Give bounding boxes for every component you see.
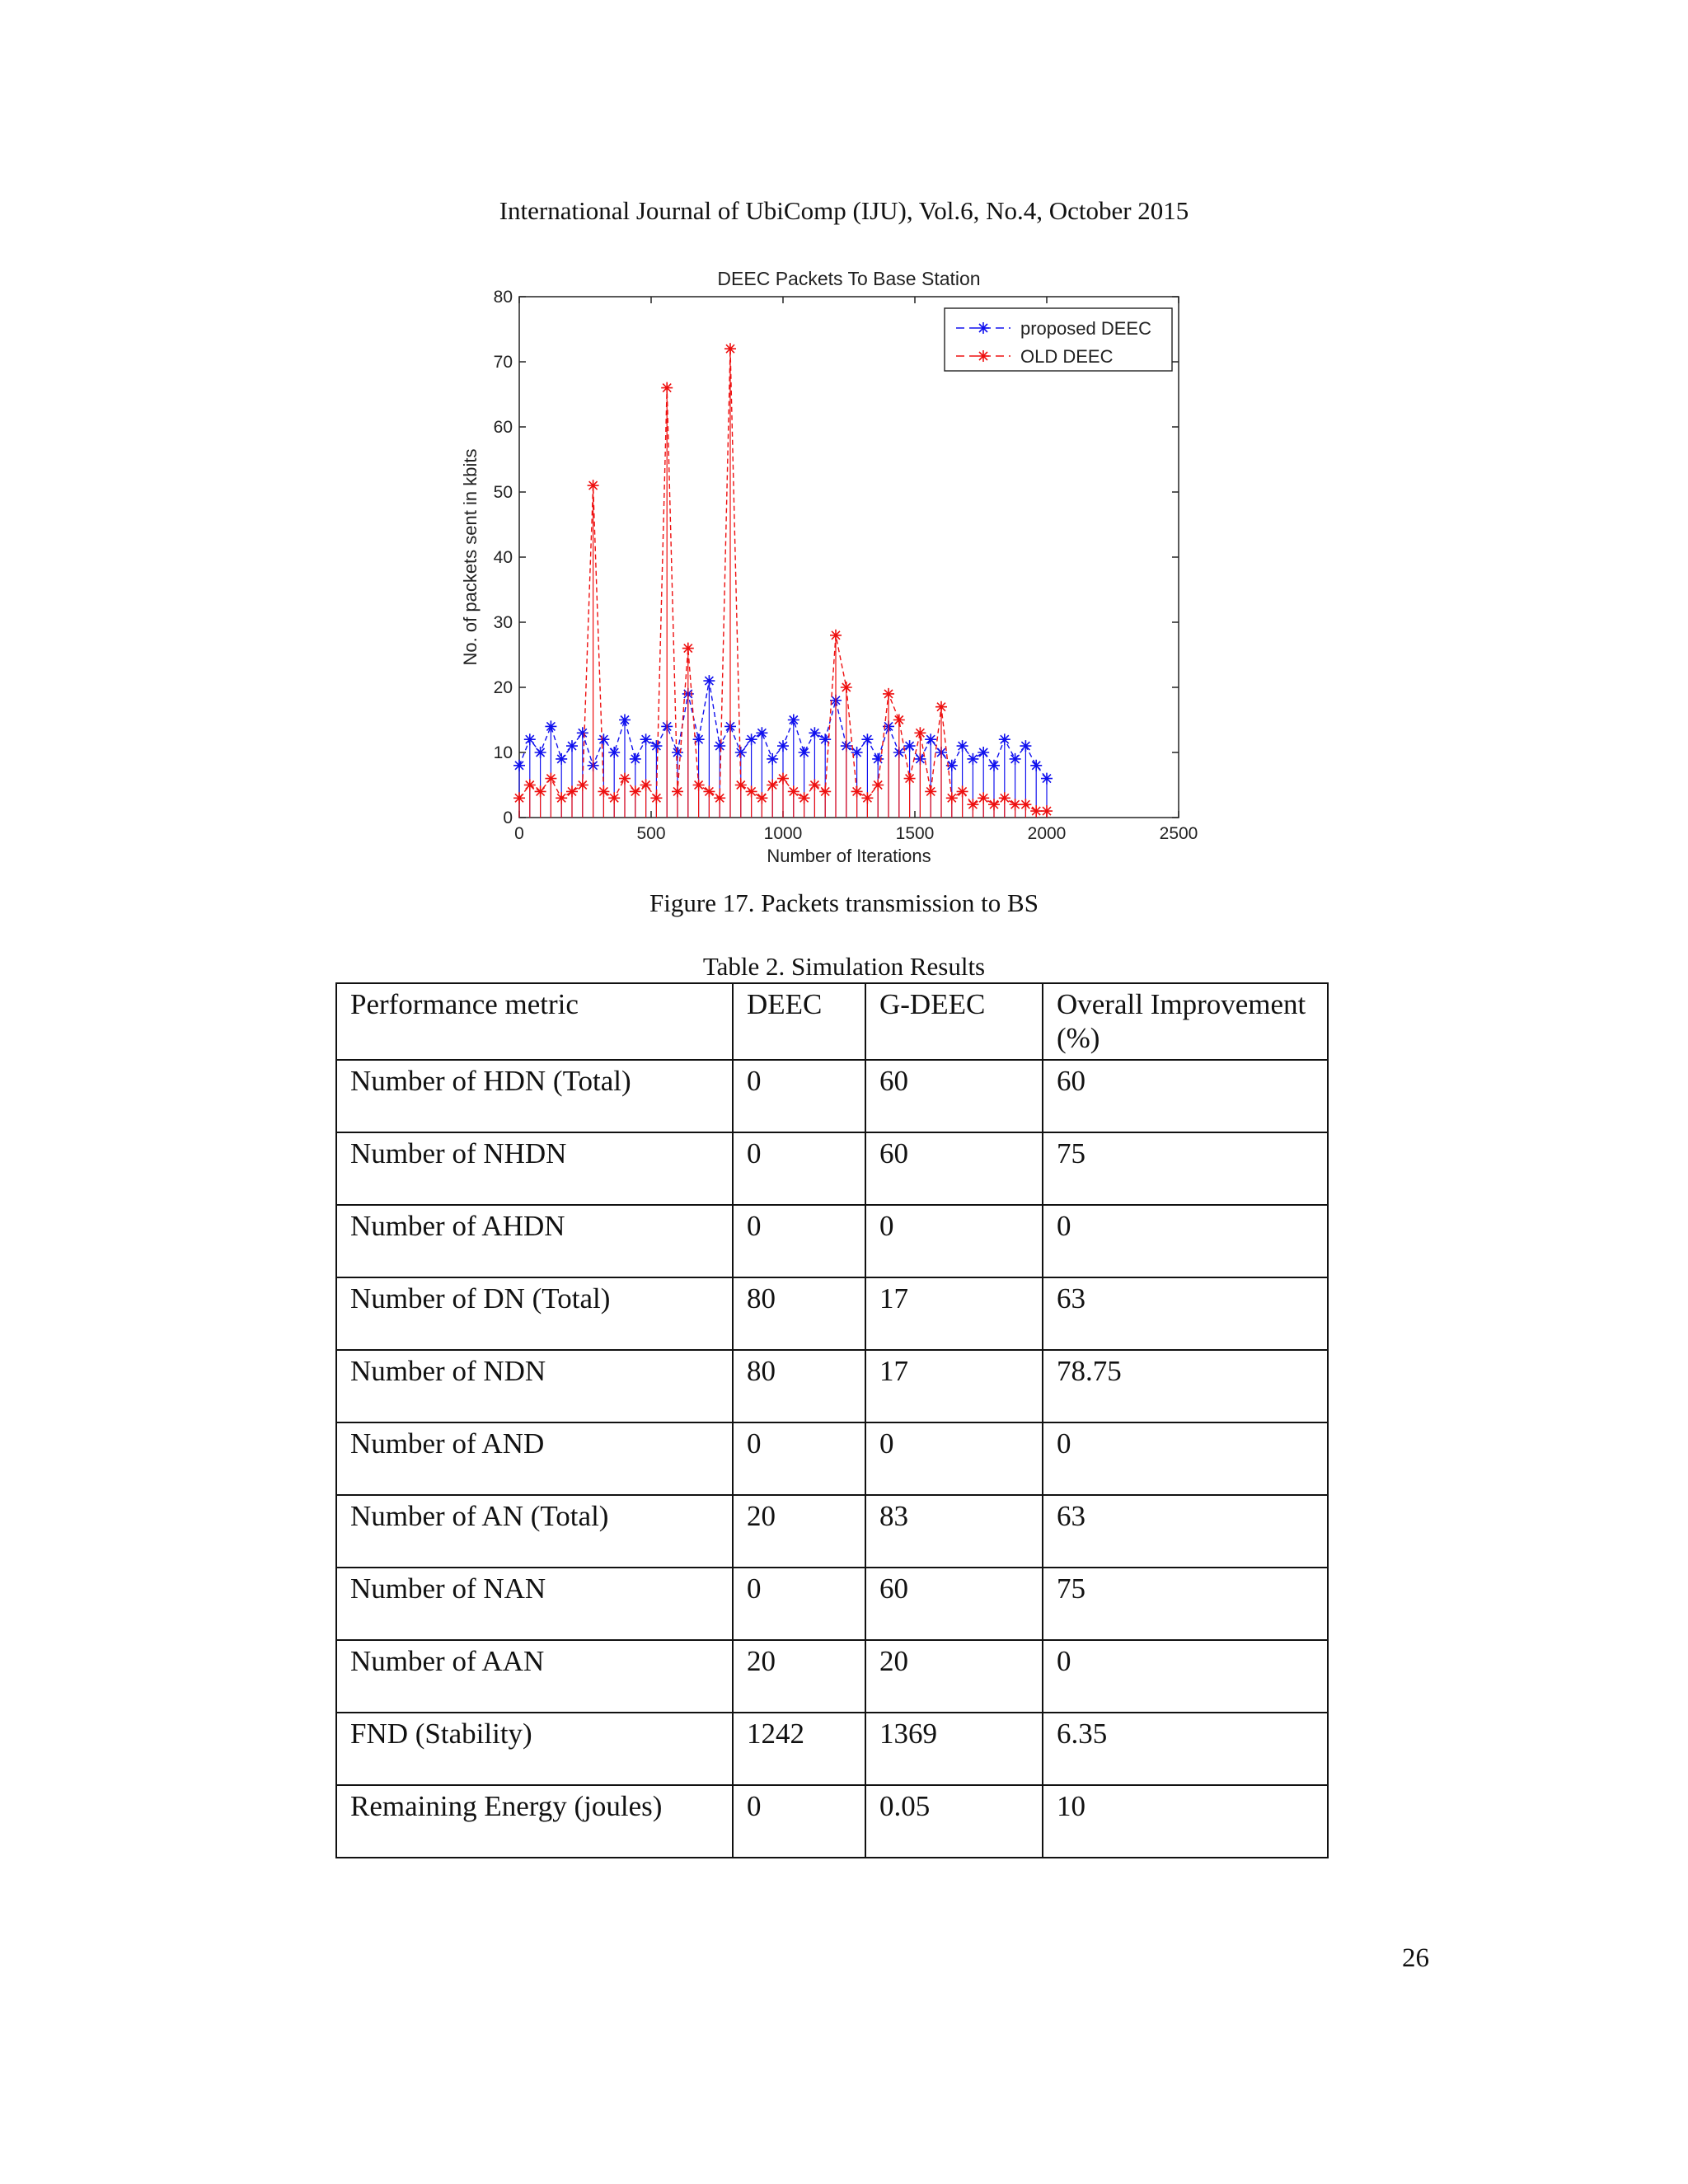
data-point	[777, 773, 789, 785]
data-point	[566, 785, 578, 797]
data-point	[524, 733, 536, 745]
chart-svg	[453, 257, 1212, 877]
data-point	[904, 773, 916, 785]
data-point	[925, 733, 936, 745]
table-cell: 10	[1043, 1785, 1328, 1858]
table-cell: 0	[865, 1422, 1043, 1495]
data-point	[703, 785, 715, 797]
data-point	[1010, 799, 1021, 810]
table-cell: 20	[865, 1640, 1043, 1713]
table-cell: 83	[865, 1495, 1043, 1568]
data-point	[746, 785, 757, 797]
table-cell: 60	[865, 1132, 1043, 1205]
table-cell: 0	[733, 1785, 865, 1858]
data-point	[999, 733, 1010, 745]
data-point	[999, 792, 1010, 804]
data-point	[588, 480, 599, 491]
table-cell: 80	[733, 1277, 865, 1350]
table-header-cell: Overall Improvement (%)	[1043, 983, 1328, 1060]
data-point	[630, 785, 641, 797]
data-point	[661, 382, 673, 394]
data-point	[925, 785, 936, 797]
y-tick-label: 50	[493, 483, 513, 502]
data-point	[851, 785, 863, 797]
table-cell: 0	[865, 1205, 1043, 1277]
table-cell: 20	[733, 1495, 865, 1568]
data-point	[598, 785, 609, 797]
table-cell: 6.35	[1043, 1713, 1328, 1785]
journal-header: International Journal of UbiComp (IJU), Vol.6, No.4, October 2015	[499, 196, 1189, 225]
table-row	[336, 1205, 1328, 1277]
data-point	[756, 792, 767, 804]
data-point	[841, 682, 852, 693]
data-point	[830, 630, 842, 641]
data-point	[640, 780, 652, 791]
legend	[945, 308, 1172, 371]
y-tick-label: 60	[493, 418, 513, 437]
data-point	[788, 715, 799, 726]
data-point	[946, 792, 958, 804]
x-tick-label: 500	[636, 824, 666, 843]
data-point	[957, 740, 968, 752]
data-point	[703, 675, 715, 687]
data-point	[672, 747, 683, 758]
data-point	[608, 792, 620, 804]
data-point	[682, 643, 694, 654]
results-table	[335, 982, 1329, 1858]
data-point	[957, 785, 968, 797]
y-tick-label: 30	[493, 613, 513, 632]
data-point	[630, 753, 641, 765]
table-cell: 80	[733, 1350, 865, 1422]
data-point	[1020, 740, 1031, 752]
data-point	[1030, 760, 1042, 771]
data-point	[577, 780, 588, 791]
data-point	[861, 792, 873, 804]
data-point	[619, 773, 631, 785]
data-point	[513, 760, 525, 771]
table-cell: 0	[733, 1132, 865, 1205]
table-cell: FND (Stability)	[336, 1713, 733, 1785]
data-point	[1020, 799, 1031, 810]
page-number: 26	[1402, 1943, 1429, 1973]
data-point	[724, 343, 736, 354]
data-point	[777, 740, 789, 752]
x-axis-label: Number of Iterations	[767, 846, 931, 866]
data-point	[988, 760, 1000, 771]
data-point	[988, 799, 1000, 810]
packets-chart	[453, 257, 1212, 877]
y-tick-label: 0	[503, 808, 513, 827]
table-cell: 1242	[733, 1713, 865, 1785]
data-point	[799, 792, 810, 804]
table-cell: Number of AND	[336, 1422, 733, 1495]
y-tick-label: 20	[493, 678, 513, 697]
table-row	[336, 1785, 1328, 1858]
y-axis-label: No. of packets sent in kbits	[460, 448, 481, 666]
table-cell: 17	[865, 1350, 1043, 1422]
table-cell: 75	[1043, 1132, 1328, 1205]
x-tick-label: 0	[514, 824, 524, 843]
data-point	[608, 747, 620, 758]
table-row	[336, 1640, 1328, 1713]
x-tick-label: 1000	[763, 824, 803, 843]
y-tick-label: 80	[493, 288, 513, 307]
y-tick-label: 10	[493, 743, 513, 762]
table-row	[336, 1277, 1328, 1350]
table-row	[336, 1132, 1328, 1205]
table-row	[336, 1568, 1328, 1640]
table-cell: Number of AAN	[336, 1640, 733, 1713]
data-point	[819, 785, 831, 797]
table-cell: 0	[1043, 1422, 1328, 1495]
table-cell: 63	[1043, 1495, 1328, 1568]
data-point	[556, 792, 567, 804]
y-tick-label: 70	[493, 353, 513, 372]
table-cell: 0	[1043, 1205, 1328, 1277]
table-cell: 78.75	[1043, 1350, 1328, 1422]
table-row	[336, 1350, 1328, 1422]
data-point	[1010, 753, 1021, 765]
data-point	[978, 792, 989, 804]
table-cell: 1369	[865, 1713, 1043, 1785]
table-header-cell: DEEC	[733, 983, 865, 1060]
table-cell: Remaining Energy (joules)	[336, 1785, 733, 1858]
data-point	[545, 773, 556, 785]
table-row	[336, 1060, 1328, 1132]
data-point	[1030, 805, 1042, 817]
table-cell: 63	[1043, 1277, 1328, 1350]
results-table-body	[336, 983, 1328, 1858]
data-point	[914, 727, 926, 738]
data-point	[735, 747, 747, 758]
table-cell: 17	[865, 1277, 1043, 1350]
data-point	[1041, 773, 1053, 785]
legend-label: OLD DEEC	[1020, 346, 1114, 367]
data-point	[883, 688, 894, 700]
data-point	[535, 747, 546, 758]
chart-title: DEEC Packets To Base Station	[717, 268, 981, 289]
table-cell: 60	[1043, 1060, 1328, 1132]
table-header-cell: G-DEEC	[865, 983, 1043, 1060]
data-point	[650, 792, 662, 804]
x-tick-label: 1500	[895, 824, 935, 843]
data-point	[650, 740, 662, 752]
data-point	[967, 753, 978, 765]
data-point	[767, 753, 778, 765]
table-cell: Number of AHDN	[336, 1205, 733, 1277]
table-cell: Number of NDN	[336, 1350, 733, 1422]
table-caption: Table 2. Simulation Results	[702, 952, 986, 981]
table-header-row	[336, 983, 1328, 1060]
table-cell: Number of DN (Total)	[336, 1277, 733, 1350]
table-cell: 0	[733, 1205, 865, 1277]
table-row	[336, 1713, 1328, 1785]
table-cell: 20	[733, 1640, 865, 1713]
table-cell: 0	[733, 1568, 865, 1640]
data-point	[935, 701, 947, 713]
table-cell: 75	[1043, 1568, 1328, 1640]
data-point	[714, 792, 725, 804]
data-point	[809, 780, 820, 791]
table-cell: 0	[1043, 1640, 1328, 1713]
data-point	[598, 733, 609, 745]
data-point	[640, 733, 652, 745]
data-point	[577, 727, 588, 738]
table-cell: Number of NHDN	[336, 1132, 733, 1205]
data-point	[893, 715, 905, 726]
data-point	[967, 799, 978, 810]
table-cell: Number of AN (Total)	[336, 1495, 733, 1568]
data-point	[767, 780, 778, 791]
data-point	[714, 740, 725, 752]
data-point	[513, 792, 525, 804]
legend-marker	[978, 322, 989, 334]
data-point	[746, 733, 757, 745]
data-point	[556, 753, 567, 765]
table-cell: Number of HDN (Total)	[336, 1060, 733, 1132]
legend-marker	[978, 350, 989, 362]
table-cell: Number of NAN	[336, 1568, 733, 1640]
table-row	[336, 1495, 1328, 1568]
data-point	[809, 727, 820, 738]
legend-label: proposed DEEC	[1020, 318, 1151, 339]
x-tick-label: 2000	[1027, 824, 1067, 843]
data-point	[735, 780, 747, 791]
data-point	[524, 780, 536, 791]
table-cell: 0	[733, 1422, 865, 1495]
x-tick-label: 2500	[1159, 824, 1198, 843]
data-point	[904, 740, 916, 752]
data-point	[566, 740, 578, 752]
data-point	[693, 780, 705, 791]
data-point	[788, 785, 799, 797]
table-cell: 60	[865, 1568, 1043, 1640]
data-point	[535, 785, 546, 797]
table-row	[336, 1422, 1328, 1495]
figure-caption: Figure 17. Packets transmission to BS	[649, 888, 1039, 917]
table-header-cell: Performance metric	[336, 983, 733, 1060]
data-point	[756, 727, 767, 738]
table-cell: 0.05	[865, 1785, 1043, 1858]
table-cell: 60	[865, 1060, 1043, 1132]
data-point	[872, 753, 884, 765]
data-point	[978, 747, 989, 758]
data-point	[872, 780, 884, 791]
data-point	[672, 785, 683, 797]
table-cell: 0	[733, 1060, 865, 1132]
y-tick-label: 40	[493, 548, 513, 567]
data-point	[545, 720, 556, 732]
data-point	[799, 747, 810, 758]
data-point	[1041, 805, 1053, 817]
data-point	[619, 715, 631, 726]
data-point	[861, 733, 873, 745]
